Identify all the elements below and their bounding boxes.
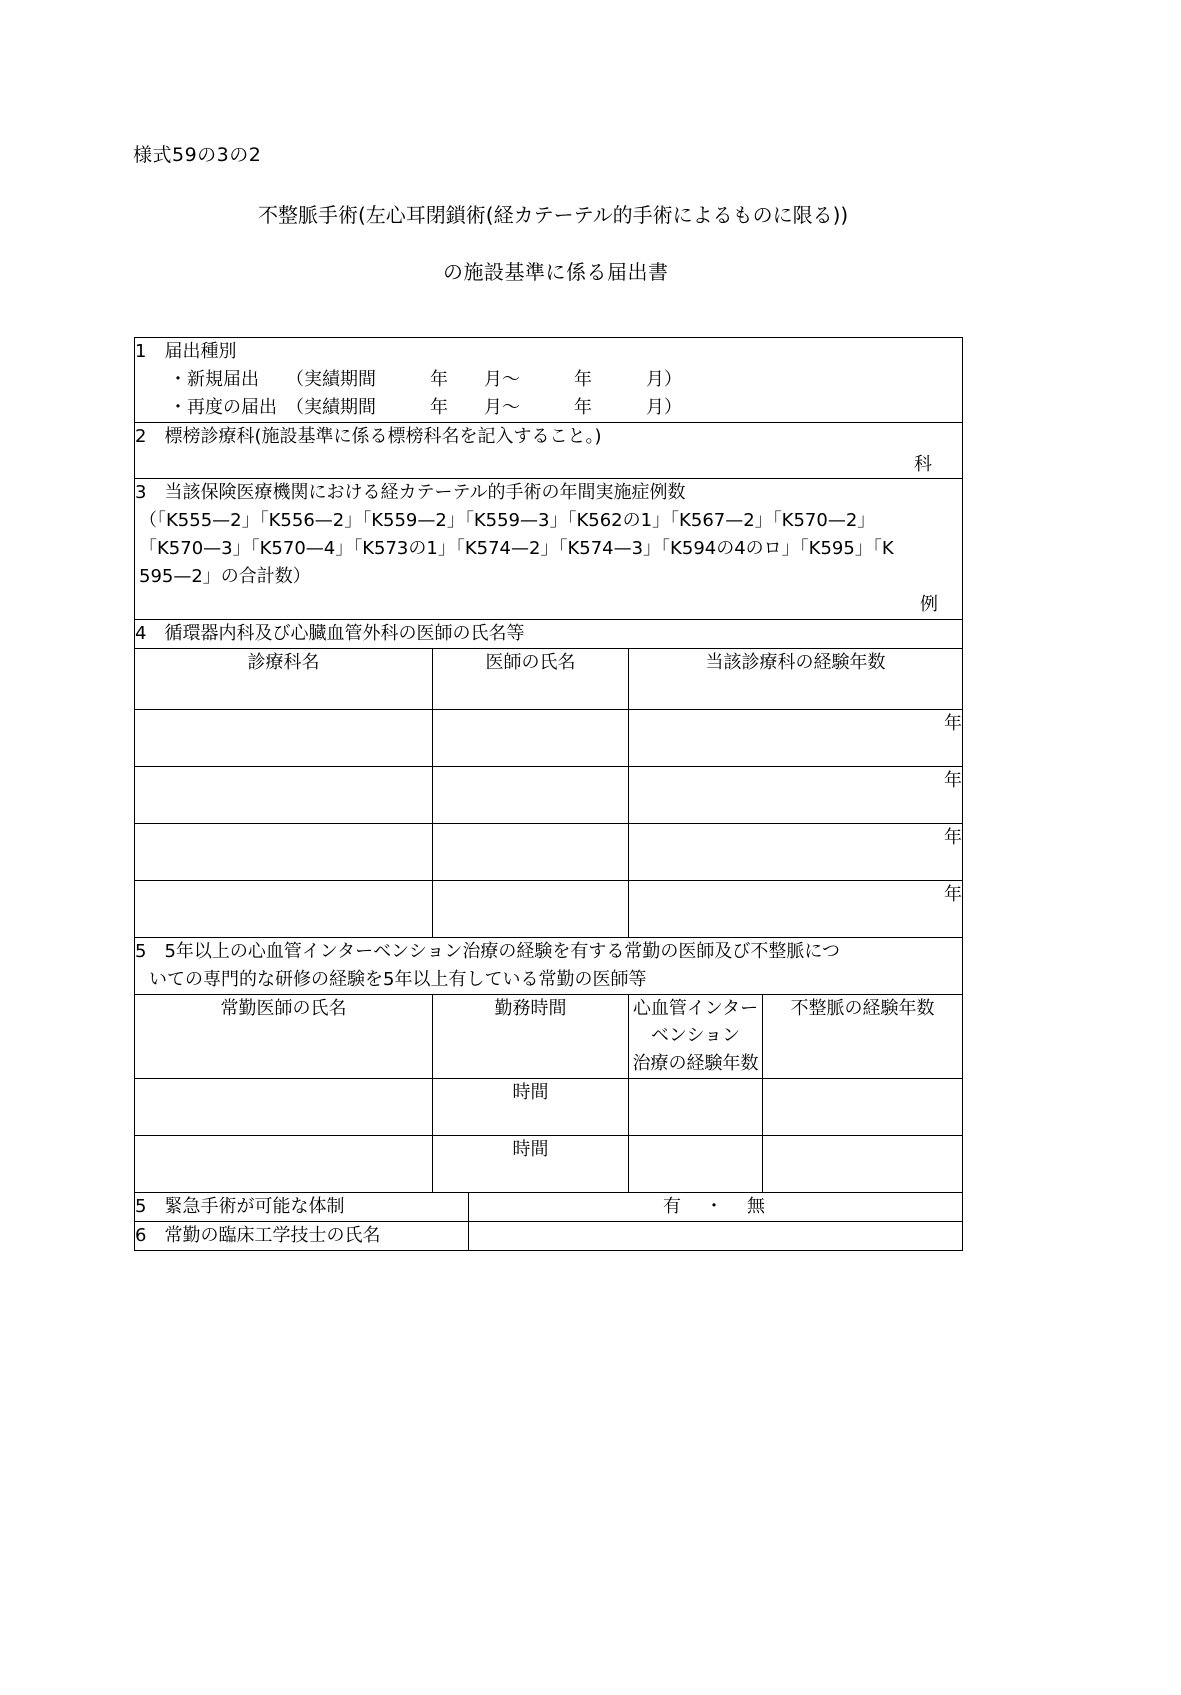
column-header-fulltime-doctor-name: 常勤医師の氏名 <box>135 994 433 1079</box>
cell-working-hours-unit[interactable]: 時間 <box>433 1079 629 1136</box>
section-4-table-row <box>135 823 963 880</box>
column-header-experience-years: 当該診療科の経験年数 <box>629 648 963 709</box>
cell-fulltime-doctor-name[interactable] <box>135 1136 433 1193</box>
section-5-table-row <box>135 1079 963 1136</box>
column-header-civ-experience-years <box>629 994 763 1079</box>
cell-doctor-name[interactable] <box>433 880 629 937</box>
section-4-table-row <box>135 766 963 823</box>
section-1-option-new[interactable]: ・新規届出 （実績期間 年 月〜 年 月） <box>169 368 682 390</box>
section-6-row <box>135 1222 963 1251</box>
section-5-heading-cell <box>135 937 963 994</box>
section-1-heading: 1 届出種別 <box>135 341 237 362</box>
section-6-heading: 6 常勤の臨床工学技士の氏名 <box>135 1222 469 1251</box>
section-2-cell <box>135 422 963 479</box>
cell-department[interactable] <box>135 766 433 823</box>
section-4-heading: 4 循環器内科及び心臓血管外科の医師の氏名等 <box>135 622 525 644</box>
column-header-doctor-name: 医師の氏名 <box>433 648 629 709</box>
cell-experience-years-unit[interactable]: 年 <box>629 880 963 937</box>
section-1-cell <box>135 338 963 423</box>
cell-doctor-name[interactable] <box>433 709 629 766</box>
section-4-table-row <box>135 880 963 937</box>
cell-civ-experience-years[interactable] <box>629 1079 763 1136</box>
cell-experience-years-unit[interactable]: 年 <box>629 823 963 880</box>
document-title-line1: 不整脈手術(左心耳閉鎖術(経カテーテル的手術によるものに限る)) <box>258 203 849 227</box>
section-5-heading-line1: 5 5年以上の心血管インターベンション治療の経験を有する常勤の医師及び不整脈につ <box>135 940 841 962</box>
section-2-heading: 2 標榜診療科(施設基準に係る標榜科名を記入すること。) <box>135 425 602 447</box>
section-4-table-header <box>135 648 963 709</box>
column-header-department: 診療科名 <box>135 648 433 709</box>
cell-department[interactable] <box>135 880 433 937</box>
section-5-heading-line2: いての専門的な研修の経験を5年以上有している常勤の医師等 <box>149 968 647 990</box>
section-2-row <box>135 422 963 479</box>
cell-department[interactable] <box>135 823 433 880</box>
column-header-civ-line2: 治療の経験年数 <box>632 1053 759 1075</box>
section-3-unit: 例 <box>920 594 939 616</box>
column-header-civ-line1: 心血管インターベンション <box>632 997 759 1047</box>
cell-arrhythmia-experience-years[interactable] <box>763 1079 963 1136</box>
section-3-row <box>135 479 963 619</box>
section-1-option-again[interactable]: ・再度の届出 （実績期間 年 月〜 年 月） <box>169 396 682 418</box>
cell-fulltime-doctor-name[interactable] <box>135 1079 433 1136</box>
section-3-cell <box>135 479 963 619</box>
section-5-table-row <box>135 1136 963 1193</box>
section-4-heading-row <box>135 619 963 648</box>
section-1-row <box>135 338 963 423</box>
section-4-heading-cell <box>135 619 963 648</box>
section-6-value[interactable] <box>469 1222 963 1251</box>
section-5b-heading: 5 緊急手術が可能な体制 <box>135 1193 469 1222</box>
cell-civ-experience-years[interactable] <box>629 1136 763 1193</box>
cell-doctor-name[interactable] <box>433 823 629 880</box>
section-4-table-row <box>135 709 963 766</box>
section-5b-row <box>135 1193 963 1222</box>
cell-working-hours-unit[interactable]: 時間 <box>433 1136 629 1193</box>
column-header-arrhythmia-experience-years: 不整脈の経験年数 <box>763 994 963 1079</box>
document-title-line2: の施設基準に係る届出書 <box>443 260 669 284</box>
cell-arrhythmia-experience-years[interactable] <box>763 1136 963 1193</box>
section-3-kcodes-line2: 「K570—3」「K570—4」「K573の1」「K574—2」「K574—3」「K594の4のロ」「K595」「K <box>139 538 894 560</box>
section-2-unit: 科 <box>914 453 933 475</box>
section-5-heading-row <box>135 937 963 994</box>
section-5b-value[interactable]: 有 ・ 無 <box>469 1193 963 1222</box>
section-3-heading: 3 当該保険医療機関における経カテーテル的手術の年間実施症例数 <box>135 482 686 504</box>
cell-doctor-name[interactable] <box>433 766 629 823</box>
cell-department[interactable] <box>135 709 433 766</box>
section-3-kcodes-line1: （「K555—2」「K556—2」「K559—2」「K559—3」「K562の1」「K567—2」「K570—2」 <box>139 510 876 532</box>
section-3-kcodes-line3: 595—2」の合計数） <box>139 566 311 588</box>
notification-form-table <box>134 337 963 1251</box>
cell-experience-years-unit[interactable]: 年 <box>629 766 963 823</box>
form-number: 様式59の3の2 <box>133 144 262 166</box>
column-header-working-hours: 勤務時間 <box>433 994 629 1079</box>
section-5-table-header <box>135 994 963 1079</box>
cell-experience-years-unit[interactable]: 年 <box>629 709 963 766</box>
